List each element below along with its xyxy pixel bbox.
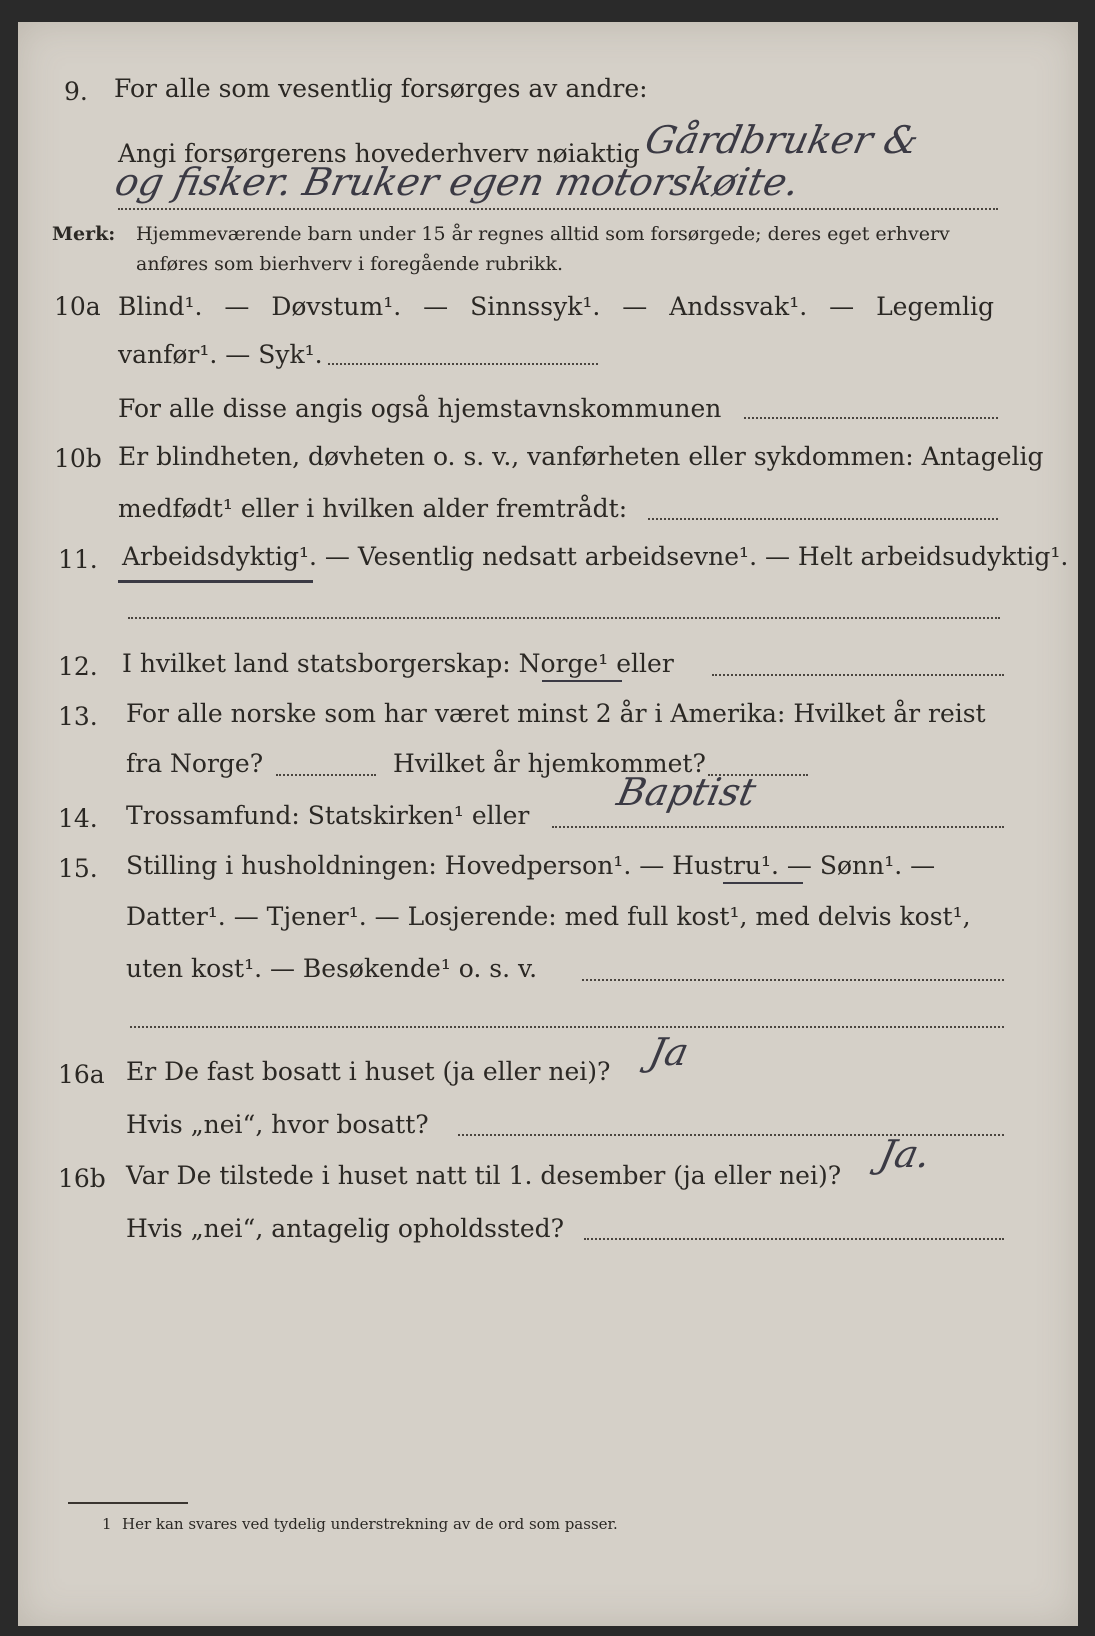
- q16a-number: 16a: [58, 1060, 105, 1089]
- q16b-prompt: Var De tilstede i huset natt til 1. desember (ja eller nei)?: [126, 1161, 842, 1190]
- q11-answer-underline: [118, 580, 313, 583]
- q10a-answer-line: [328, 363, 598, 365]
- q14-answer-line: [552, 826, 1004, 828]
- q14-prompt: Trossamfund: Statskirken¹ eller: [126, 801, 530, 830]
- q9-subprompt: Angi forsørgerens hovederhverv nøiaktig: [118, 139, 640, 168]
- q12-number: 12.: [58, 652, 98, 681]
- q10b-prompt-line1: Er blindheten, døvheten o. s. v., vanførheten eller sykdommen: Antagelig: [118, 442, 1044, 471]
- q9-answer-line: [118, 208, 998, 210]
- q13-prompt-part2b: Hvilket år hjemkommet?: [393, 749, 706, 778]
- q10a-options-line2: vanfør¹. — Syk¹.: [118, 340, 323, 369]
- q10a-options-line1: Blind¹. — Døvstum¹. — Sinnssyk¹. — Andssvak¹. — Legemlig: [118, 292, 994, 321]
- q15-extra-line: [130, 1026, 1004, 1028]
- q9-answer-line1: Gårdbruker &: [641, 118, 923, 162]
- q9-answer-line2: og fisker. Bruker egen motorskøite.: [111, 160, 804, 204]
- q16a-answer: Ja: [645, 1030, 693, 1074]
- q10b-number: 10b: [54, 444, 102, 473]
- q12-prompt: I hvilket land statsborgerskap: Norge¹ eller: [122, 649, 674, 678]
- q15-answer-underline: [723, 882, 803, 884]
- q16b-followup-line: [584, 1238, 1004, 1240]
- q14-number: 14.: [58, 804, 98, 833]
- q11-options: Arbeidsdyktig¹. — Vesentlig nedsatt arbeidsevne¹. — Helt arbeidsudyktig¹.: [122, 542, 1069, 571]
- q15-answer-line: [582, 979, 1004, 981]
- merk-label: Merk:: [52, 223, 116, 245]
- q15-number: 15.: [58, 854, 98, 883]
- footnote-text: Her kan svares ved tydelig understrekning av de ord som passer.: [122, 1515, 618, 1533]
- q9-prompt: For alle som vesentlig forsørges av andre:: [114, 74, 648, 103]
- q16a-followup: Hvis „nei“, hvor bosatt?: [126, 1110, 429, 1139]
- q11-number: 11.: [58, 545, 98, 574]
- q15-options-line1: Stilling i husholdningen: Hovedperson¹. — Hustru¹. — Sønn¹. —: [126, 851, 936, 880]
- q13-emigrated-year-line: [276, 774, 376, 776]
- q10b-answer-line: [648, 518, 998, 520]
- merk-text-line1: Hjemmeværende barn under 15 år regnes alltid som forsørgede; deres eget erhverv: [136, 223, 950, 245]
- q13-number: 13.: [58, 702, 98, 731]
- q14-answer: Baptist: [613, 770, 760, 814]
- q10a-municipality-line: [744, 417, 998, 419]
- q12-answer-underline: [542, 680, 622, 682]
- q16b-number: 16b: [58, 1164, 106, 1193]
- q13-prompt-part2a: fra Norge?: [126, 749, 264, 778]
- merk-text-line2: anføres som bierhverv i foregående rubrikk.: [136, 253, 564, 275]
- footnote-rule: [68, 1502, 188, 1504]
- q12-answer-line: [712, 674, 1004, 676]
- q15-options-line2: Datter¹. — Tjener¹. — Losjerende: med full kost¹, med delvis kost¹,: [126, 902, 971, 931]
- q15-options-line3: uten kost¹. — Besøkende¹ o. s. v.: [126, 954, 538, 983]
- q9-number: 9.: [64, 77, 88, 106]
- q11-answer-line: [128, 617, 1000, 619]
- census-form-page: [18, 22, 1078, 1626]
- q16b-followup: Hvis „nei“, antagelig opholdssted?: [126, 1214, 565, 1243]
- q10a-home-municipality: For alle disse angis også hjemstavnskommunen: [118, 394, 722, 423]
- q10b-prompt-line2: medfødt¹ eller i hvilken alder fremtrådt:: [118, 494, 628, 523]
- q13-prompt-line1: For alle norske som har været minst 2 år i Amerika: Hvilket år reist: [126, 699, 986, 728]
- q16a-prompt: Er De fast bosatt i huset (ja eller nei)?: [126, 1057, 611, 1086]
- footnote-marker: 1: [102, 1515, 112, 1533]
- q10a-number: 10a: [54, 292, 101, 321]
- q16b-answer: Ja.: [875, 1132, 935, 1176]
